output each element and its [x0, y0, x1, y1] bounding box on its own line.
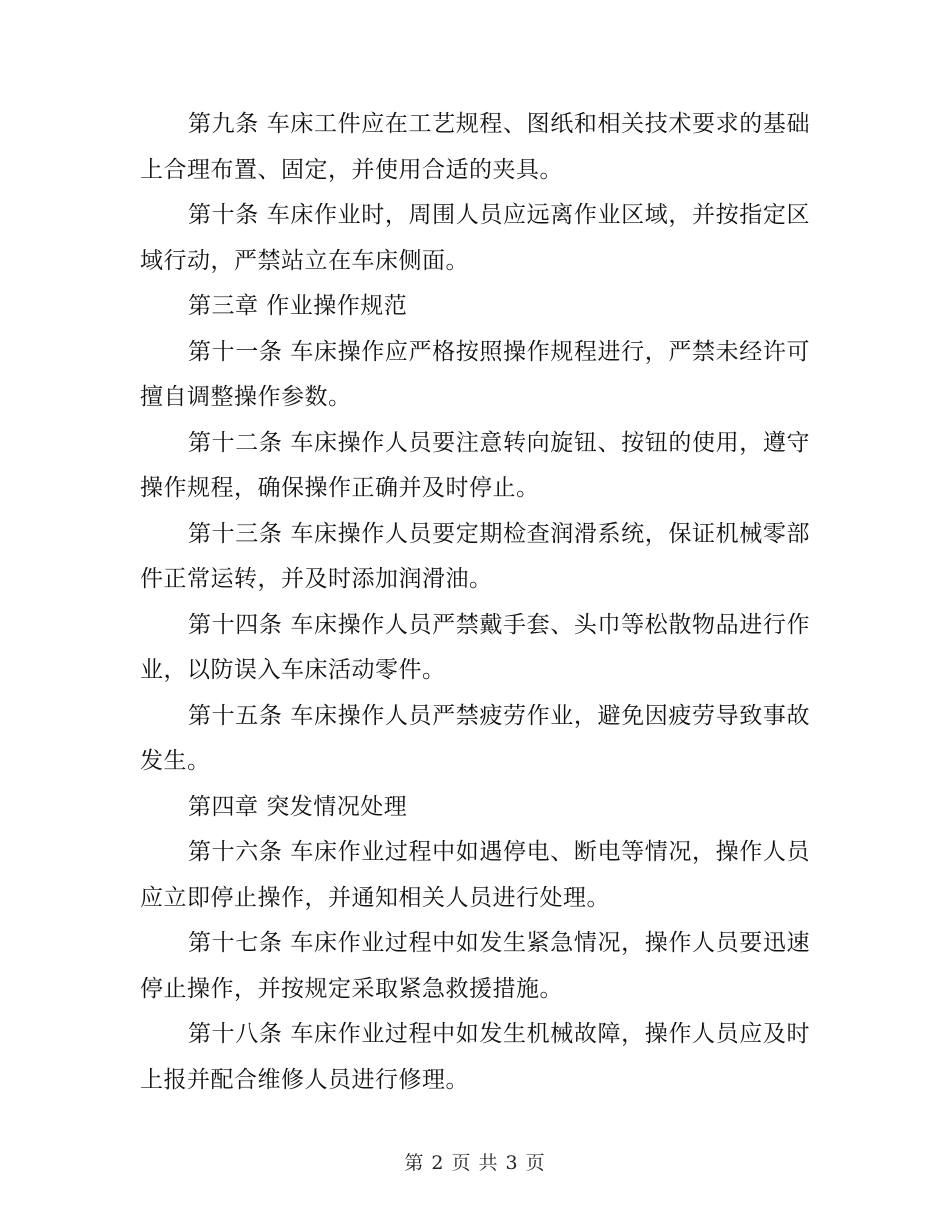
chapter-3-heading: 第三章 作业操作规范	[188, 293, 408, 319]
article-10: 第十条 车床作业时，周围人员应远离作业区域，并按指定区域行动，严禁站立在车床侧面。	[140, 202, 810, 274]
page-number-footer: 第 2 页 共 3 页	[404, 1152, 546, 1174]
chapter-4-heading: 第四章 突发情况处理	[188, 793, 408, 820]
article-14: 第十四条 车床操作人员严禁戴手套、头巾等松散物品进行作业，以防误入车床活动零件。	[140, 611, 810, 683]
article-17: 第十七条 车床作业过程中如发生紧急情况，操作人员要迅速停止操作，并按规定采取紧急救援措施。	[140, 930, 810, 1002]
article-13: 第十三条 车床操作人员要定期检查润滑系统，保证机械零部件正常运转，并及时添加润滑油。	[140, 520, 810, 592]
article-15: 第十五条 车床操作人员严禁疲劳作业，避免因疲劳导致事故发生。	[140, 702, 810, 774]
article-16: 第十六条 车床作业过程中如遇停电、断电等情况，操作人员应立即停止操作，并通知相关人员进行处理。	[140, 839, 810, 911]
article-9: 第九条 车床工件应在工艺规程、图纸和相关技术要求的基础上合理布置、固定，并使用合适的夹具。	[140, 111, 810, 183]
article-12: 第十二条 车床操作人员要注意转向旋钮、按钮的使用，遵守操作规程，确保操作正确并及时停止。	[140, 429, 810, 501]
document-body	[140, 102, 810, 1103]
article-11: 第十一条 车床操作应严格按照操作规程进行，严禁未经许可擅自调整操作参数。	[140, 338, 810, 410]
article-18: 第十八条 车床作业过程中如发生机械故障，操作人员应及时上报并配合维修人员进行修理。	[140, 1021, 810, 1093]
